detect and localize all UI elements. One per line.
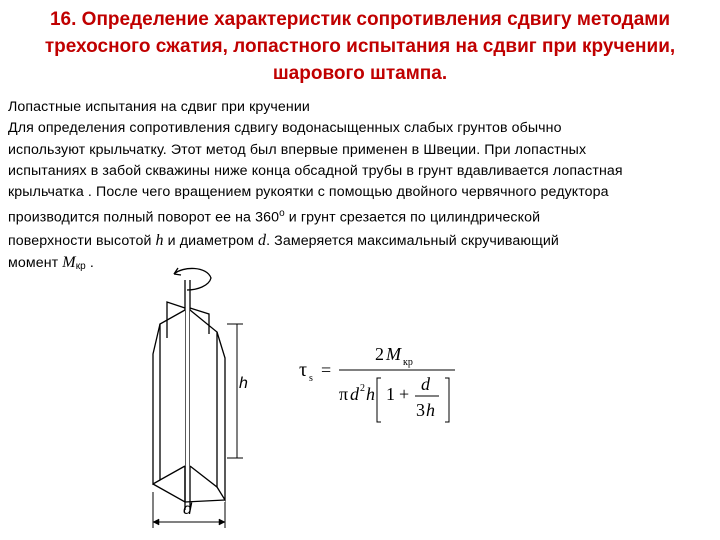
text-line-6-b: и диаметром (163, 232, 258, 249)
text-line-1: Для определения сопротивления сдвигу водонасыщенных слабых грунтов обычно (8, 120, 562, 137)
title-line-1: 16. Определение характеристик сопротивления сдвигу методами (49, 9, 671, 30)
den-h: h (366, 384, 375, 404)
numerator-subscript: кр (403, 357, 413, 368)
den-one: 1 (386, 384, 395, 404)
height-label: h (239, 375, 248, 392)
tau-subscript: s (309, 373, 313, 384)
numerator-coef: 2 (375, 344, 384, 364)
title-line-3: шарового штампа. (272, 63, 448, 84)
text-line-7-a: момент (8, 254, 63, 271)
degree-mark: о (279, 208, 285, 220)
text-line-7 (8, 252, 712, 277)
vane-diagram (125, 262, 275, 540)
text-line-3: испытаниях в забой скважины ниже конца обсадной трубы в грунт вдавливается лопастная (8, 162, 623, 179)
text-line-5-a: производится полный поворот ее на 360 (8, 210, 280, 227)
title-line-2: трехосного сжатия, лопастного испытания на сдвиг при кручении, (44, 36, 676, 57)
numerator-moment: M (386, 344, 401, 364)
tau-symbol: τ (299, 359, 308, 381)
shear-strength-formula (295, 336, 475, 426)
den-exp: 2 (360, 383, 365, 394)
inner-num-d: d (421, 374, 430, 394)
inner-den-h: h (426, 400, 435, 420)
text-line-6 (8, 230, 712, 252)
moment-symbol: M (62, 253, 76, 271)
section-heading: Лопастные испытания на сдвиг при кручении (8, 99, 310, 115)
slide-title (10, 6, 710, 87)
text-line-6-a: поверхности высотой (8, 232, 156, 249)
text-line-5 (8, 203, 712, 229)
moment-subscript: кр (75, 260, 86, 272)
vane-blade-left (160, 310, 185, 480)
text-line-7-b: . (85, 254, 94, 271)
equals-sign: = (321, 360, 332, 380)
diameter-label: d (183, 501, 192, 518)
rotation-arrow-icon (174, 268, 211, 290)
text-line-5-b: и грунт срезается по цилиндрической (284, 210, 541, 227)
height-symbol: h (155, 231, 164, 249)
body-text (8, 97, 712, 277)
inner-den-coef: 3 (416, 400, 425, 420)
text-line-2: используют крыльчатку. Этот метод был впервые применен в Швеции. При лопастных (8, 141, 587, 158)
den-d: d (350, 384, 359, 404)
den-plus: + (399, 384, 410, 404)
text-line-4: крыльчатка . После чего вращением рукоятки с помощью двойного червячного редуктора (8, 184, 609, 201)
vane-blade-right (190, 310, 217, 487)
diameter-symbol: d (257, 231, 267, 249)
text-line-6-c: . Замеряется максимальный скручивающий (266, 232, 559, 249)
den-pi: π (339, 384, 349, 404)
